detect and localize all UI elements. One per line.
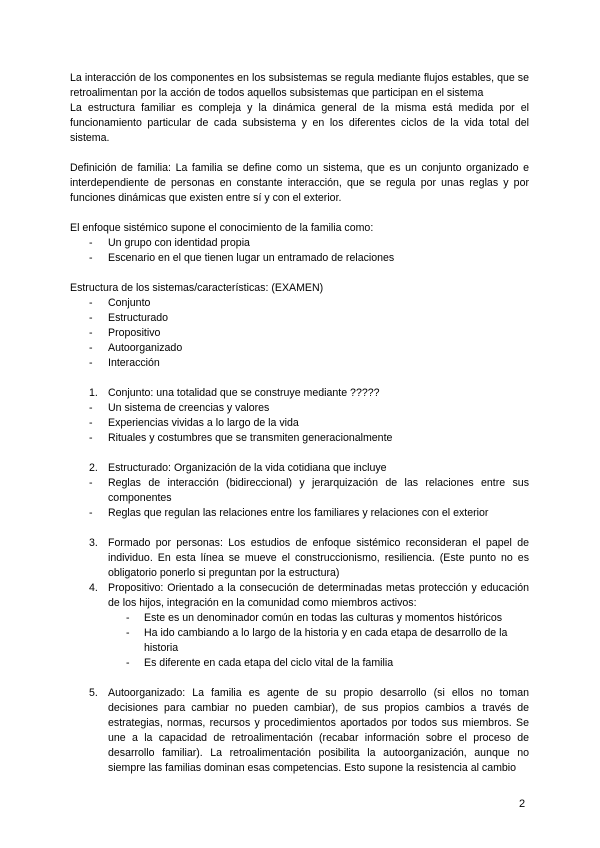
numbered-item-2: 2. Estructurado: Organización de la vida cotidiana que incluye (89, 462, 387, 474)
list-item: - Escenario en el que tienen lugar un entramado de relaciones (89, 252, 395, 264)
dash-bullet: - (126, 612, 130, 624)
numbered-item-5: 5. Autoorganizado: La familia es agente de su propio desarrollo (si ellos no toman decisiones para cambiar no pueden cambiar), de sus propios cambios a través de estrategias, normas, recursos y procedimientos aportados por todos sus miembros. Se une a la capacidad de retroalimentación (recabar información sobre el proceso de desarrollo familiar). La retroalimentación posibilita la autoorganización, aunque no siempre las familias dominan esas competencias. Esto supone la resistencia al cambio (89, 687, 529, 774)
dash-bullet: - (126, 657, 130, 669)
dash-bullet: - (89, 327, 93, 339)
list-item: - Autoorganizado (89, 342, 183, 354)
list-item: - Un sistema de creencias y valores (89, 402, 270, 414)
dash-bullet: - (89, 402, 93, 414)
list-item: - Ha ido cambiando a lo largo de la historia y en cada etapa de desarrollo de la historia (126, 627, 508, 654)
dash-bullet: - (89, 312, 93, 324)
list-item: - Estructurado (89, 312, 169, 324)
list-item: - Propositivo (89, 327, 161, 339)
numbered-item-3: 3. Formado por personas: Los estudios de enfoque sistémico reconsideran el papel de individuo. En esta línea se mueve el construccionismo, resiliencia. (Este punto no es obligatorio ponerlo si preguntan por la estructura) (89, 537, 529, 579)
page-content (70, 71, 529, 776)
intro-paragraph-2: La estructura familiar es compleja y la dinámica general de la misma está medida por el funcionamiento particular de cada subsistema y en los diferentes ciclos de la vida total del sistema. (70, 102, 529, 144)
dash-bullet: - (89, 252, 93, 264)
systemic-approach-intro: El enfoque sistémico supone el conocimiento de la familia como: (70, 222, 374, 234)
dash-bullet: - (89, 357, 93, 369)
numbered-item-4: 4. Propositivo: Orientado a la consecución de determinadas metas protección y educación de los hijos, integración en la comunidad como miembros activos: (89, 582, 529, 609)
dash-bullet: - (89, 342, 93, 354)
dash-bullet: - (126, 627, 130, 639)
list-item: - Experiencias vividas a lo largo de la vida (89, 417, 299, 429)
dash-bullet: - (89, 477, 93, 489)
intro-paragraph-1: La interacción de los componentes en los subsistemas se regula mediante flujos estables, que se retroalimentan por la acción de todos aquellos subsistemas que participan en el sistema (70, 72, 529, 99)
dash-bullet: - (89, 432, 93, 444)
family-definition: Definición de familia: La familia se define como un sistema, que es un conjunto organizado e interdependiente de personas en constante interacción, que se regula por unas reglas y por funciones dinámicas que existen entre sí y con el exterior. (70, 162, 529, 204)
numbered-item-1: 1. Conjunto: una totalidad que se construye mediante ????? (89, 387, 380, 399)
page-number: 2 (519, 798, 526, 810)
list-item: - Este es un denominador común en todas las culturas y momentos históricos (126, 612, 503, 624)
list-item: - Rituales y costumbres que se transmiten generacionalmente (89, 432, 393, 444)
list-item: - Es diferente en cada etapa del ciclo vital de la familia (126, 657, 394, 669)
dash-bullet: - (89, 417, 93, 429)
list-item: - Interacción (89, 357, 160, 369)
dash-bullet: - (89, 297, 93, 309)
dash-bullet: - (89, 507, 93, 519)
list-item: - Un grupo con identidad propia (89, 237, 250, 249)
dash-bullet: - (89, 237, 93, 249)
list-item: - Conjunto (89, 297, 151, 309)
list-item: - Reglas que regulan las relaciones entre los familiares y relaciones con el exterior (89, 507, 489, 519)
structure-title: Estructura de los sistemas/características: (EXAMEN) (70, 282, 324, 294)
list-item: - Reglas de interacción (bidireccional) y jerarquización de las relaciones entre sus componentes (89, 477, 529, 504)
